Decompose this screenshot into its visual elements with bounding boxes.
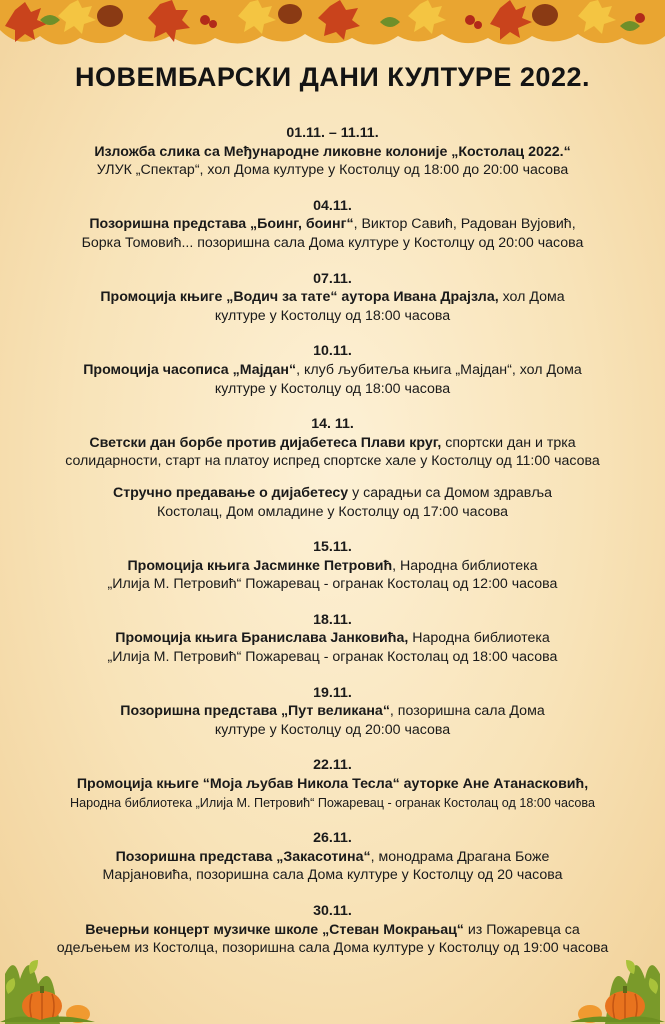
page-title: НОВЕМБАРСКИ ДАНИ КУЛТУРЕ 2022. [75, 62, 590, 92]
event-details: Народна библиотека „Илија М. Петровић“ Пожаревац - огранак Костолац од 18:00 часова [70, 795, 595, 810]
event-title-rest: , позоришна сала Дома [389, 703, 545, 720]
event-date: 04.11. [313, 197, 352, 214]
event-title-rest: спортски дан и трка [441, 434, 576, 451]
event-headline [30, 848, 635, 867]
event-item [30, 538, 635, 594]
event-date: 14. 11. [311, 416, 354, 433]
event-date: 26.11. [313, 830, 352, 847]
event-headline [30, 921, 635, 940]
event-title-rest: , Виктор Савић, Радован Вујовић, [353, 216, 576, 233]
event-item [30, 902, 635, 958]
event-title-rest: , монодрама Драгана Боже [370, 848, 550, 865]
event-item [30, 684, 635, 740]
event-headline [30, 557, 635, 576]
event-headline [30, 361, 635, 380]
event-headline [30, 434, 635, 453]
event-date: 22.11. [313, 757, 352, 774]
event-headline [30, 288, 635, 307]
event-title: Изложба слика са Међународне ликовне колоније „Костолац 2022.“ [94, 143, 571, 160]
event-details: „Илија М. Петровић“ Пожаревац - огранак Костолац од 12:00 часова [107, 576, 558, 593]
event-headline [30, 215, 635, 234]
event-details: културе у Костолцу од 18:00 часова [214, 307, 451, 324]
event-date: 19.11. [313, 684, 352, 701]
event-details: Костолац, Дом омладине у Костолцу од 17:00 часова [157, 503, 508, 520]
event-title: Промоција књига Јасминке Петровић [127, 557, 393, 574]
event-date: 18.11. [313, 611, 352, 628]
event-item [30, 611, 635, 667]
event-item [30, 342, 635, 398]
event-title-rest: хол Дома [498, 289, 565, 306]
event-item [30, 270, 635, 326]
event-details: одељењем из Костолца, позоришна сала Дома културе у Костолцу од 19:00 часова [56, 940, 609, 957]
event-item [30, 124, 635, 180]
event-item [30, 829, 635, 885]
event-title: Светски дан борбе против дијабетеса Плави круг, [89, 434, 442, 451]
event-date: 07.11. [313, 270, 352, 287]
event-details: УЛУК „Спектар“, хол Дома културе у Костолцу од 18:00 до 20:00 часова [96, 162, 569, 179]
event-details: солидарности, старт на платоу испред спортске хале у Костолцу од 11:00 часова [65, 453, 600, 470]
event-item [30, 756, 635, 812]
event-details: културе у Костолцу од 20:00 часова [214, 721, 451, 738]
event-details: Борка Томовић... позоришна сала Дома културе у Костолцу од 20:00 часова [81, 234, 584, 251]
event-title: Позоришна представа „Пут великана“ [120, 703, 390, 720]
event-date: 15.11. [313, 539, 352, 556]
event-details: Марјановића, позоришна сала Дома културе у Костолцу од 20 часова [102, 867, 563, 884]
event-item [30, 197, 635, 253]
event-details: културе у Костолцу од 18:00 часова [214, 380, 451, 397]
event-headline [30, 702, 635, 721]
event-date: 10.11. [313, 343, 352, 360]
event-title-rest: Народна библиотека [408, 630, 550, 647]
event-title: Промоција часописа „Мајдан“ [83, 361, 297, 378]
event-list [30, 124, 635, 975]
event-title: Стручно предавање о дијабетесу [112, 484, 349, 501]
event-title: Позоришна представа „Боинг, боинг“ [89, 216, 354, 233]
event-title-rest: из Пожаревца са [463, 921, 580, 938]
event-date: 01.11. – 11.11. [286, 125, 379, 141]
event-item [30, 484, 635, 521]
event-title-rest: , клуб љубитеља књига „Мајдан“, хол Дома [296, 361, 582, 378]
event-details: „Илија М. Петровић“ Пожаревац - огранак Костолац од 18:00 часова [107, 649, 558, 666]
autumn-leaves-border [0, 0, 665, 52]
event-headline [30, 484, 635, 503]
event-date: 30.11. [313, 903, 352, 919]
event-title: Промоција књига Бранислава Јанковића, [115, 630, 409, 647]
event-title: Вечерњи концерт музичке школе „Стеван Мокрањац“ [85, 921, 464, 938]
event-item [30, 415, 635, 471]
event-title-rest: у сарадњи са Домом здравља [348, 484, 553, 501]
event-title: Позоришна представа „Закасотина“ [115, 848, 371, 865]
event-title: Промоција књиге “Моја љубав Никола Тесла“ ауторке Ане Атанасковић, [76, 776, 589, 793]
event-headline [30, 629, 635, 648]
event-title: Промоција књиге „Водич за тате“ аутора Ивана Драјзла, [100, 289, 499, 306]
event-title-rest: , Народна библиотека [392, 557, 538, 574]
